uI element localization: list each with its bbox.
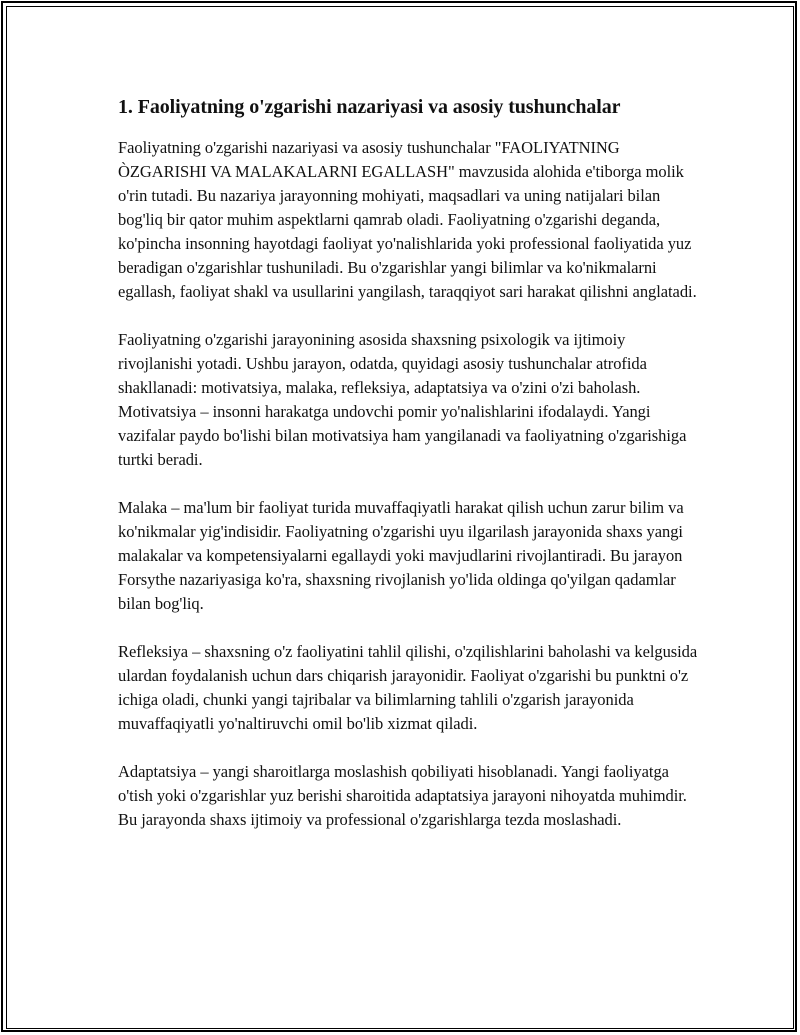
paragraph-intro: Faoliyatning o'zgarishi nazariyasi va asosiy tushunchalar "FAOLIYATNING ÒZGARISHI VA MALAKALARNI EGALLASH" mavzusida alohida e'tiborga molik o'rin tutadi. Bu nazariya jarayonning mohiyati, maqsadlari va uning natijalari bilan bog'liq bir qator muhim aspektlarni qamrab oladi. Faoliyatning o'zgarishi deganda, ko'pincha insonning hayotdagi faoliyat yo'nalishlarida yoki professional faoliyatida yuz beradigan o'zgarishlar tushuniladi. Bu o'zgarishlar yangi bilimlar va ko'nikmalarni egallash, faoliyat shakl va usullarini yangilash, taraqqiyot sari harakat qilishni anglatadi. bbox=[118, 138, 697, 301]
document-body bbox=[118, 93, 698, 856]
paragraph-psychological-development: Faoliyatning o'zgarishi jarayonining asosida shaxsning psixologik va ijtimoiy rivojlanishi yotadi. Ushbu jarayon, odatda, quyidagi asosiy tushunchalar atrofida shakllanadi: motivatsiya, malaka, refleksiya, adaptatsiya va o'zini o'zi baholash. Motivatsiya – insonni harakatga undovchi pomir yo'nalishlarini ifodalaydi. Yangi vazifalar paydo bo'lishi bilan motivatsiya ham yangilanadi va faoliyatning o'zgarishiga turtki beradi. bbox=[118, 330, 687, 469]
section-heading: 1. Faoliyatning o'zgarishi nazariyasi va asosiy tushunchalar bbox=[118, 96, 621, 118]
paragraph-malaka: Malaka – ma'lum bir faoliyat turida muvaffaqiyatli harakat qilish uchun zarur bilim va ko'nikmalar yig'indisidir. Faoliyatning o'zgarishi uyu ilgarilash jarayonida shaxs yangi malakalar va kompetensiyalarni egallaydi yoki mavjudlarini rivojlantiradi. Bu jarayon Forsythe nazariyasiga ko'ra, shaxsning rivojlanish yo'lida oldinga qo'yilgan qadamlar bilan bog'liq. bbox=[118, 498, 684, 613]
paragraph-adaptatsiya: Adaptatsiya – yangi sharoitlarga moslashish qobiliyati hisoblanadi. Yangi faoliyatga o'tish yoki o'zgarishlar yuz berishi sharoitida adaptatsiya jarayoni nihoyatda muhimdir. Bu jarayonda shaxs ijtimoiy va professional o'zgarishlarga tezda moslashadi. bbox=[118, 762, 687, 829]
paragraph-refleksiya: Refleksiya – shaxsning o'z faoliyatini tahlil qilishi, o'zqilishlarini baholashi va kelgusida ulardan foydalanish uchun dars chiqarish jarayonidir. Faoliyat o'zgarishi bu punktni o'z ichiga oladi, chunki yangi tajribalar va bilimlarning tahlili o'zgarish jarayonida muvaffaqiyatli yo'naltiruvchi omil bo'lib xizmat qiladi. bbox=[118, 642, 698, 733]
